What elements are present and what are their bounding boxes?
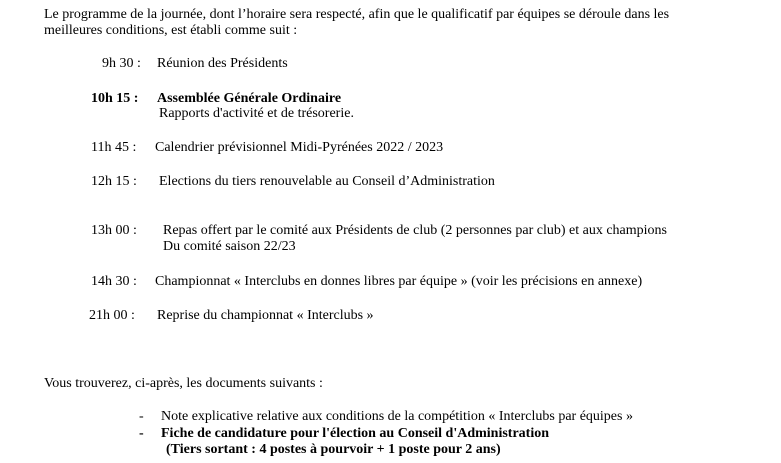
schedule-time-3: 12h 15 :: [91, 174, 137, 189]
schedule-text-0: Réunion des Présidents: [157, 56, 288, 71]
intro-line-2: meilleures conditions, est établi comme suit :: [44, 23, 298, 38]
schedule-text-1: Assemblée Générale Ordinaire: [157, 91, 342, 106]
schedule-text-3: Elections du tiers renouvelable au Conseil d’Administration: [159, 174, 495, 189]
documents-intro: Vous trouverez, ci-après, les documents suivants :: [44, 376, 323, 391]
document-item-1: Fiche de candidature pour l'élection au Conseil d'Administration: [161, 426, 550, 441]
schedule-time-2: 11h 45 :: [91, 140, 137, 155]
schedule-text-2: Calendrier prévisionnel Midi-Pyrénées 2022 / 2023: [155, 140, 444, 155]
document-item-0: Note explicative relative aux conditions de la compétition « Interclubs par équipes »: [161, 409, 633, 424]
schedule-time-4: 13h 00 :: [91, 223, 137, 238]
schedule-time-5: 14h 30 :: [91, 274, 137, 289]
intro-line-1: Le programme de la journée, dont l’horaire sera respecté, afin que le qualificatif par équipes se déroule dans les: [44, 7, 670, 22]
document-bullet-1: -: [139, 426, 144, 441]
schedule-time-6: 21h 00 :: [89, 308, 135, 323]
document-bullet-0: -: [139, 409, 144, 424]
schedule-time-1: 10h 15 :: [91, 91, 139, 106]
schedule-sub-4: Du comité saison 22/23: [163, 239, 296, 254]
schedule-text-6: Reprise du championnat « Interclubs »: [157, 308, 374, 323]
schedule-text-4: Repas offert par le comité aux Présidents de club (2 personnes par club) et aux champions: [163, 223, 667, 238]
schedule-sub-1: Rapports d'activité et de trésorerie.: [159, 106, 354, 121]
document-item-1-sub: (Tiers sortant : 4 postes à pourvoir + 1 poste pour 2 ans): [166, 442, 501, 457]
schedule-time-0: 9h 30 :: [102, 56, 141, 71]
schedule-text-5: Championnat « Interclubs en donnes libres par équipe » (voir les précisions en annexe): [155, 274, 643, 289]
